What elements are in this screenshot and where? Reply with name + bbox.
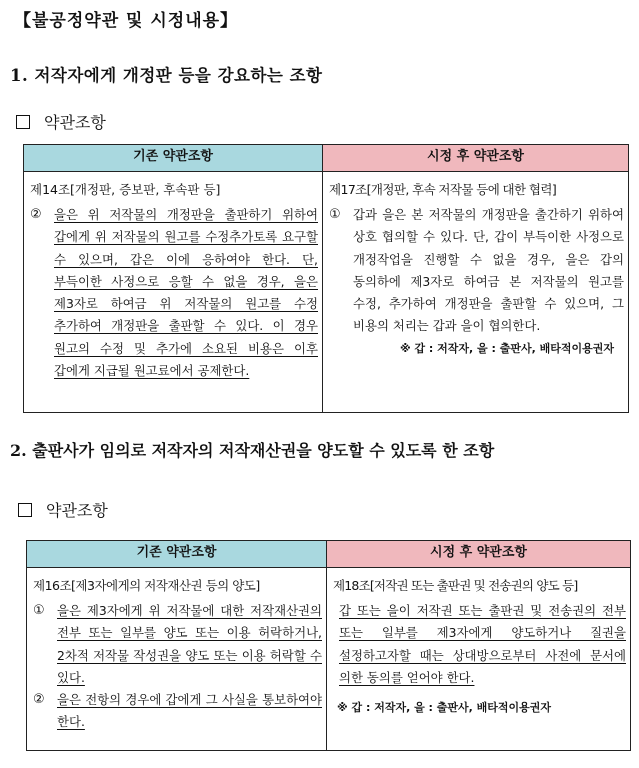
clause-number: ① [33, 603, 45, 618]
clause-item [323, 204, 628, 338]
section-1-subtitle [16, 110, 106, 133]
section-1-title: 1. 저작자에게 개정판 등을 강요하는 조항 [10, 66, 323, 85]
comparison-table-1 [23, 144, 629, 413]
new-article-title: 제17조[개정판, 후속 저작물 등에 대한 협력] [329, 182, 557, 197]
clause-text: 을은 제3자에게 위 저작물에 대한 저작재산권의 전부 또는 일부를 양도 또는 이용 허락하거나, 2차적 저작물 작성권을 양도 또는 이용 허락할 수 있다. [57, 603, 322, 685]
clause-text: 갑과 을은 본 저작물의 개정판을 출간하기 위하여 상호 협의할 수 있다. 단, 갑이 부득이한 사정으로 개정작업을 진행할 수 없을 경우, 을은 갑의 동의하에 제3자로 하여금 본 저작물의 원고를 수정, 추가하여 개정판을 출판할 수 있으며, 그 비용의 처리는 갑과 을이 협의한다. [353, 207, 624, 334]
new-clause-cell [323, 172, 629, 413]
subtitle-label: 약관조항 [44, 113, 106, 132]
new-article-title: 제18조[저작권 또는 출판권 및 전송권의 양도 등] [333, 578, 578, 593]
clause-item [24, 204, 322, 382]
section-2-subtitle [18, 498, 108, 521]
new-clause-header: 시정 후 약관조항 [323, 145, 629, 172]
clause-text: 을은 위 저작물의 개정판을 출판하기 위하여 갑에게 위 저작물의 원고를 수정추가토록 요구할 수 있으며, 갑은 이에 응하여야 한다. 단, 부득이한 사정으로 응할 수 없을 경우, 을은 제3자로 하여금 위 저작물의 원고를 수정 추가하여 개정판을 출판할 수 있다. 이 경우 원고의 수정 및 추가에 소요된 비용은 이후 갑에게 지급될 원고료에서 공제한다. [54, 207, 318, 379]
old-clause-header: 기존 약관조항 [27, 541, 327, 568]
clause-text: 을은 전항의 경우에 갑에게 그 사실을 통보하여야 한다. [57, 692, 322, 730]
clause-item [327, 600, 630, 689]
old-clause-cell [24, 172, 323, 413]
old-article-title: 제14조[개정판, 증보판, 후속판 등] [30, 182, 221, 197]
new-clause-cell [327, 568, 631, 751]
clause-text: 갑 또는 을이 저작권 또는 출판권 및 전송권의 전부 또는 일부를 제3자에게 양도하거나 질권을 설정하고자할 때는 상대방으로부터 사전에 문서에 의한 동의를 얻어야 한다. [339, 603, 626, 685]
page-header: 【불공정약관 및 시정내용】 [14, 11, 239, 31]
subtitle-label: 약관조항 [46, 501, 108, 520]
clause-number: ① [329, 207, 341, 222]
old-clause-header: 기존 약관조항 [24, 145, 323, 172]
footnote: ※ 갑 : 저작자, 을 : 출판사, 배타적이용권자 [399, 341, 614, 355]
old-clause-cell [27, 568, 327, 751]
checkbox-icon [18, 503, 32, 517]
clause-number: ② [33, 692, 45, 708]
new-clause-header: 시정 후 약관조항 [327, 541, 631, 568]
section-2-title: 2. 출판사가 임의로 저작자의 저작재산권을 양도할 수 있도록 한 조항 [10, 441, 495, 460]
clause-item [27, 600, 326, 689]
footnote: ※ 갑 : 저작자, 을 : 출판사, 배타적이용권자 [337, 701, 552, 715]
checkbox-icon [16, 115, 30, 129]
old-article-title: 제16조[제3자에게의 저작재산권 등의 양도] [33, 578, 260, 593]
clause-number: ② [30, 207, 42, 222]
clause-item [27, 689, 326, 734]
comparison-table-2 [26, 540, 631, 751]
